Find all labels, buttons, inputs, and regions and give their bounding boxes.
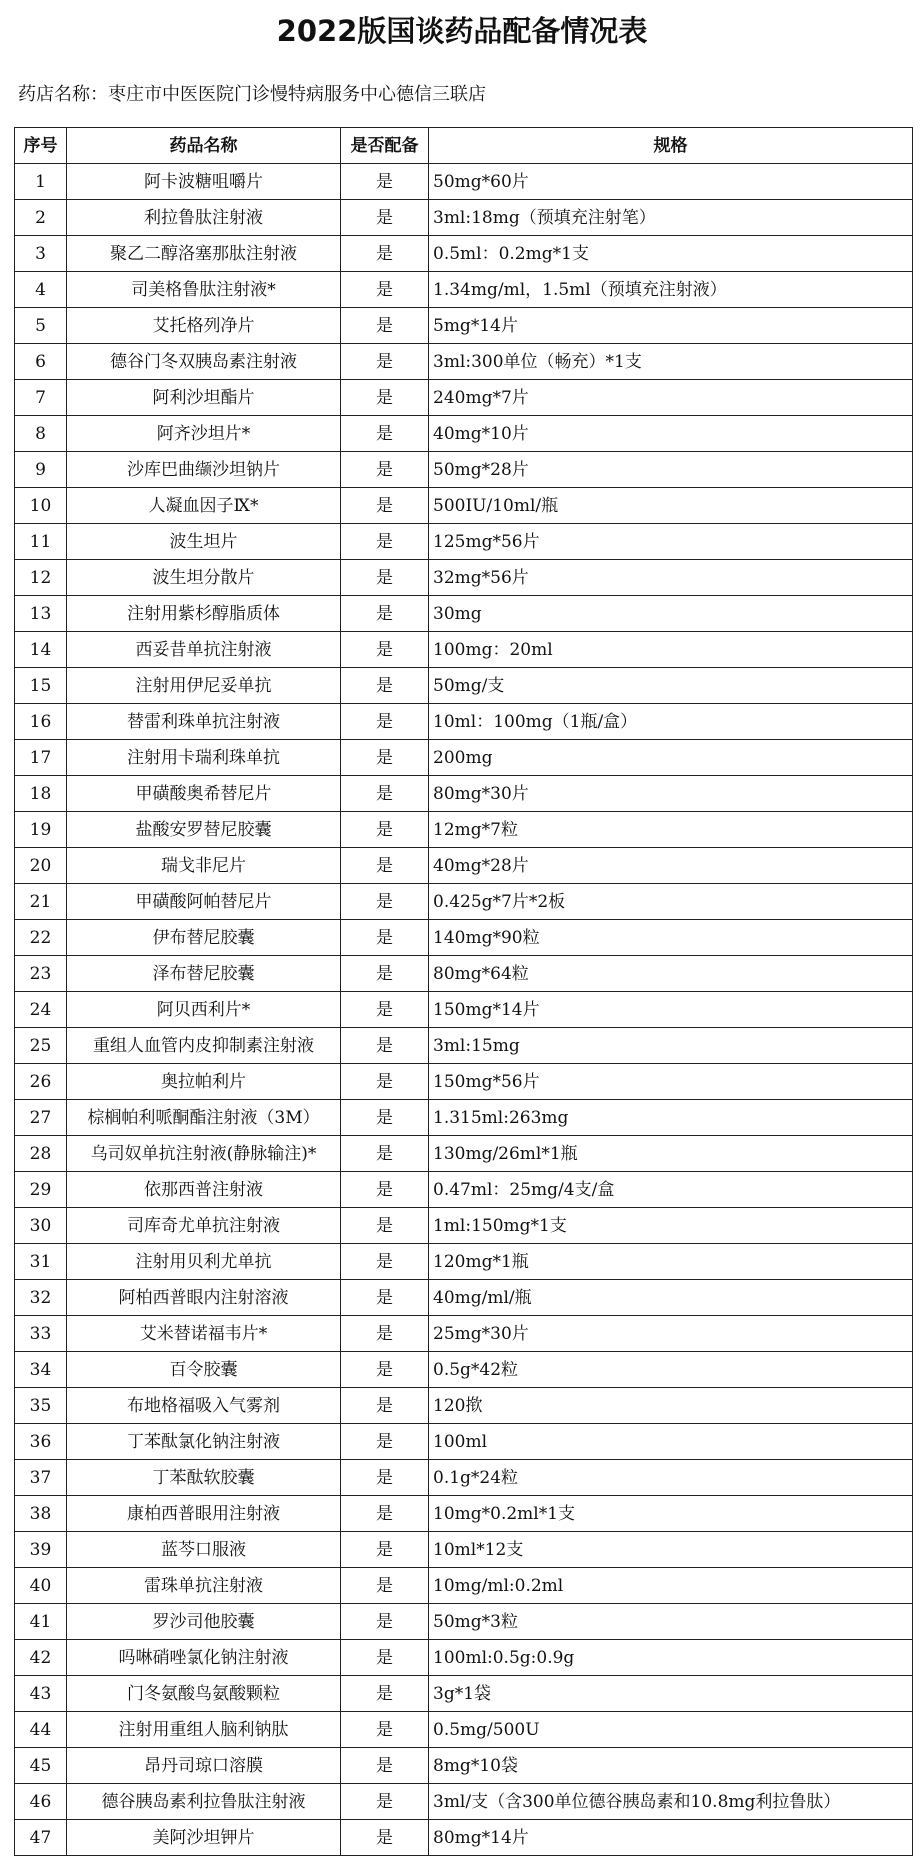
cell-equipped: 是 <box>341 1208 429 1244</box>
cell-spec: 0.5mg/500U <box>429 1712 913 1748</box>
cell-number: 5 <box>15 308 67 344</box>
cell-spec: 150mg*56片 <box>429 1064 913 1100</box>
cell-equipped: 是 <box>341 344 429 380</box>
table-row <box>15 1640 913 1676</box>
cell-number: 29 <box>15 1172 67 1208</box>
table-row <box>15 1424 913 1460</box>
cell-spec: 1ml:150mg*1支 <box>429 1208 913 1244</box>
cell-drug-name: 美阿沙坦钾片 <box>67 1820 341 1856</box>
cell-equipped: 是 <box>341 740 429 776</box>
cell-drug-name: 沙库巴曲缬沙坦钠片 <box>67 452 341 488</box>
cell-spec: 80mg*64粒 <box>429 956 913 992</box>
table-row <box>15 1820 913 1856</box>
table-row <box>15 524 913 560</box>
cell-drug-name: 阿利沙坦酯片 <box>67 380 341 416</box>
table-row <box>15 884 913 920</box>
cell-spec: 32mg*56片 <box>429 560 913 596</box>
cell-drug-name: 棕榈帕利哌酮酯注射液（3M） <box>67 1100 341 1136</box>
cell-drug-name: 甲磺酸阿帕替尼片 <box>67 884 341 920</box>
cell-number: 17 <box>15 740 67 776</box>
cell-spec: 0.425g*7片*2板 <box>429 884 913 920</box>
cell-number: 36 <box>15 1424 67 1460</box>
cell-spec: 1.315ml:263mg <box>429 1100 913 1136</box>
table-row <box>15 1460 913 1496</box>
cell-number: 33 <box>15 1316 67 1352</box>
table-row <box>15 344 913 380</box>
cell-number: 32 <box>15 1280 67 1316</box>
table-row <box>15 1136 913 1172</box>
cell-drug-name: 司美格鲁肽注射液* <box>67 272 341 308</box>
cell-drug-name: 注射用伊尼妥单抗 <box>67 668 341 704</box>
table-row <box>15 1100 913 1136</box>
cell-number: 12 <box>15 560 67 596</box>
table-row <box>15 560 913 596</box>
table-row <box>15 1352 913 1388</box>
cell-number: 3 <box>15 236 67 272</box>
cell-spec: 200mg <box>429 740 913 776</box>
cell-number: 41 <box>15 1604 67 1640</box>
cell-spec: 100ml <box>429 1424 913 1460</box>
table-row <box>15 1568 913 1604</box>
store-name: 药店名称：枣庄市中医医院门诊慢特病服务中心德信三联店 <box>18 84 486 105</box>
cell-spec: 40mg/ml/瓶 <box>429 1280 913 1316</box>
cell-drug-name: 注射用紫杉醇脂质体 <box>67 596 341 632</box>
cell-equipped: 是 <box>341 1280 429 1316</box>
cell-spec: 240mg*7片 <box>429 380 913 416</box>
cell-spec: 30mg <box>429 596 913 632</box>
cell-drug-name: 波生坦分散片 <box>67 560 341 596</box>
table-row <box>15 596 913 632</box>
cell-equipped: 是 <box>341 524 429 560</box>
table-row <box>15 920 913 956</box>
cell-equipped: 是 <box>341 308 429 344</box>
header-spec: 规格 <box>429 128 913 164</box>
cell-number: 20 <box>15 848 67 884</box>
cell-drug-name: 乌司奴单抗注射液(静脉输注)* <box>67 1136 341 1172</box>
cell-equipped: 是 <box>341 1424 429 1460</box>
cell-number: 7 <box>15 380 67 416</box>
table-row <box>15 1388 913 1424</box>
cell-drug-name: 阿齐沙坦片* <box>67 416 341 452</box>
cell-number: 39 <box>15 1532 67 1568</box>
table-row <box>15 632 913 668</box>
cell-drug-name: 布地格福吸入气雾剂 <box>67 1388 341 1424</box>
table-row <box>15 1604 913 1640</box>
cell-spec: 40mg*10片 <box>429 416 913 452</box>
cell-drug-name: 西妥昔单抗注射液 <box>67 632 341 668</box>
cell-spec: 10ml*12支 <box>429 1532 913 1568</box>
cell-drug-name: 门冬氨酸鸟氨酸颗粒 <box>67 1676 341 1712</box>
cell-number: 8 <box>15 416 67 452</box>
cell-number: 14 <box>15 632 67 668</box>
cell-equipped: 是 <box>341 884 429 920</box>
cell-spec: 50mg*60片 <box>429 164 913 200</box>
cell-spec: 500IU/10ml/瓶 <box>429 488 913 524</box>
table-row <box>15 380 913 416</box>
cell-equipped: 是 <box>341 596 429 632</box>
cell-spec: 0.47ml：25mg/4支/盒 <box>429 1172 913 1208</box>
cell-spec: 100mg：20ml <box>429 632 913 668</box>
table-row <box>15 272 913 308</box>
table-row <box>15 1064 913 1100</box>
cell-number: 13 <box>15 596 67 632</box>
table-body <box>15 164 913 1856</box>
cell-drug-name: 百令胶囊 <box>67 1352 341 1388</box>
cell-drug-name: 依那西普注射液 <box>67 1172 341 1208</box>
table-row <box>15 452 913 488</box>
cell-equipped: 是 <box>341 488 429 524</box>
cell-drug-name: 注射用贝利尤单抗 <box>67 1244 341 1280</box>
cell-number: 18 <box>15 776 67 812</box>
cell-equipped: 是 <box>341 668 429 704</box>
table-row <box>15 704 913 740</box>
cell-spec: 3ml:300单位（畅充）*1支 <box>429 344 913 380</box>
cell-equipped: 是 <box>341 1712 429 1748</box>
cell-number: 15 <box>15 668 67 704</box>
cell-drug-name: 康柏西普眼用注射液 <box>67 1496 341 1532</box>
cell-number: 47 <box>15 1820 67 1856</box>
cell-equipped: 是 <box>341 1388 429 1424</box>
cell-number: 16 <box>15 704 67 740</box>
cell-number: 6 <box>15 344 67 380</box>
table-row <box>15 1244 913 1280</box>
cell-equipped: 是 <box>341 1496 429 1532</box>
cell-number: 37 <box>15 1460 67 1496</box>
cell-equipped: 是 <box>341 1028 429 1064</box>
cell-spec: 140mg*90粒 <box>429 920 913 956</box>
cell-number: 38 <box>15 1496 67 1532</box>
cell-drug-name: 甲磺酸奥希替尼片 <box>67 776 341 812</box>
table-row <box>15 776 913 812</box>
table-row <box>15 1172 913 1208</box>
table-row <box>15 488 913 524</box>
cell-spec: 10ml：100mg（1瓶/盒） <box>429 704 913 740</box>
cell-drug-name: 注射用重组人脑利钠肽 <box>67 1712 341 1748</box>
cell-number: 25 <box>15 1028 67 1064</box>
cell-equipped: 是 <box>341 920 429 956</box>
drug-table <box>14 127 913 1856</box>
cell-equipped: 是 <box>341 416 429 452</box>
table-row <box>15 848 913 884</box>
cell-number: 31 <box>15 1244 67 1280</box>
cell-number: 34 <box>15 1352 67 1388</box>
cell-spec: 3ml/支（含300单位德谷胰岛素和10.8mg利拉鲁肽） <box>429 1784 913 1820</box>
cell-equipped: 是 <box>341 1676 429 1712</box>
table-row <box>15 1496 913 1532</box>
cell-equipped: 是 <box>341 1100 429 1136</box>
cell-equipped: 是 <box>341 992 429 1028</box>
cell-drug-name: 重组人血管内皮抑制素注射液 <box>67 1028 341 1064</box>
cell-equipped: 是 <box>341 632 429 668</box>
cell-drug-name: 阿卡波糖咀嚼片 <box>67 164 341 200</box>
cell-spec: 50mg*28片 <box>429 452 913 488</box>
table-row <box>15 1316 913 1352</box>
cell-equipped: 是 <box>341 704 429 740</box>
cell-number: 30 <box>15 1208 67 1244</box>
cell-number: 2 <box>15 200 67 236</box>
cell-equipped: 是 <box>341 452 429 488</box>
table-row <box>15 1784 913 1820</box>
table-row <box>15 164 913 200</box>
cell-drug-name: 蓝芩口服液 <box>67 1532 341 1568</box>
header-drug-name: 药品名称 <box>67 128 341 164</box>
cell-equipped: 是 <box>341 1064 429 1100</box>
cell-number: 26 <box>15 1064 67 1100</box>
cell-drug-name: 瑞戈非尼片 <box>67 848 341 884</box>
cell-drug-name: 司库奇尤单抗注射液 <box>67 1208 341 1244</box>
cell-drug-name: 泽布替尼胶囊 <box>67 956 341 992</box>
cell-number: 22 <box>15 920 67 956</box>
cell-equipped: 是 <box>341 380 429 416</box>
cell-spec: 3ml:18mg（预填充注射笔） <box>429 200 913 236</box>
cell-number: 4 <box>15 272 67 308</box>
cell-number: 45 <box>15 1748 67 1784</box>
cell-drug-name: 阿柏西普眼内注射溶液 <box>67 1280 341 1316</box>
cell-drug-name: 德谷胰岛素利拉鲁肽注射液 <box>67 1784 341 1820</box>
cell-equipped: 是 <box>341 1136 429 1172</box>
table-row <box>15 812 913 848</box>
cell-spec: 10mg*0.2ml*1支 <box>429 1496 913 1532</box>
cell-drug-name: 盐酸安罗替尼胶囊 <box>67 812 341 848</box>
cell-equipped: 是 <box>341 956 429 992</box>
cell-equipped: 是 <box>341 1172 429 1208</box>
cell-equipped: 是 <box>341 1748 429 1784</box>
cell-spec: 12mg*7粒 <box>429 812 913 848</box>
cell-equipped: 是 <box>341 1784 429 1820</box>
cell-number: 40 <box>15 1568 67 1604</box>
cell-drug-name: 丁苯酞软胶囊 <box>67 1460 341 1496</box>
cell-equipped: 是 <box>341 164 429 200</box>
cell-spec: 50mg/支 <box>429 668 913 704</box>
cell-spec: 130mg/26ml*1瓶 <box>429 1136 913 1172</box>
cell-drug-name: 罗沙司他胶囊 <box>67 1604 341 1640</box>
cell-equipped: 是 <box>341 1820 429 1856</box>
cell-drug-name: 德谷门冬双胰岛素注射液 <box>67 344 341 380</box>
cell-equipped: 是 <box>341 236 429 272</box>
cell-spec: 25mg*30片 <box>429 1316 913 1352</box>
table-row <box>15 1280 913 1316</box>
table-row <box>15 1676 913 1712</box>
table-row <box>15 668 913 704</box>
cell-drug-name: 人凝血因子Ⅸ* <box>67 488 341 524</box>
cell-number: 43 <box>15 1676 67 1712</box>
cell-drug-name: 艾托格列净片 <box>67 308 341 344</box>
cell-spec: 80mg*30片 <box>429 776 913 812</box>
cell-spec: 120揿 <box>429 1388 913 1424</box>
cell-equipped: 是 <box>341 1568 429 1604</box>
cell-spec: 3ml:15mg <box>429 1028 913 1064</box>
cell-drug-name: 聚乙二醇洛塞那肽注射液 <box>67 236 341 272</box>
cell-number: 24 <box>15 992 67 1028</box>
cell-number: 19 <box>15 812 67 848</box>
cell-spec: 5mg*14片 <box>429 308 913 344</box>
table-row <box>15 1748 913 1784</box>
table-row <box>15 416 913 452</box>
cell-number: 11 <box>15 524 67 560</box>
cell-drug-name: 波生坦片 <box>67 524 341 560</box>
table-row <box>15 992 913 1028</box>
table-row <box>15 236 913 272</box>
cell-drug-name: 雷珠单抗注射液 <box>67 1568 341 1604</box>
cell-number: 46 <box>15 1784 67 1820</box>
cell-drug-name: 丁苯酞氯化钠注射液 <box>67 1424 341 1460</box>
table-row <box>15 1712 913 1748</box>
cell-spec: 50mg*3粒 <box>429 1604 913 1640</box>
cell-equipped: 是 <box>341 1532 429 1568</box>
cell-number: 10 <box>15 488 67 524</box>
cell-drug-name: 利拉鲁肽注射液 <box>67 200 341 236</box>
cell-spec: 100ml:0.5g:0.9g <box>429 1640 913 1676</box>
cell-number: 27 <box>15 1100 67 1136</box>
cell-drug-name: 吗啉硝唑氯化钠注射液 <box>67 1640 341 1676</box>
page-title: 2022版国谈药品配备情况表 <box>276 14 648 48</box>
cell-equipped: 是 <box>341 812 429 848</box>
header-equipped: 是否配备 <box>341 128 429 164</box>
cell-spec: 150mg*14片 <box>429 992 913 1028</box>
cell-spec: 0.1g*24粒 <box>429 1460 913 1496</box>
cell-number: 9 <box>15 452 67 488</box>
cell-spec: 1.34mg/ml，1.5ml（预填充注射液） <box>429 272 913 308</box>
cell-drug-name: 伊布替尼胶囊 <box>67 920 341 956</box>
cell-equipped: 是 <box>341 1352 429 1388</box>
cell-equipped: 是 <box>341 1244 429 1280</box>
cell-number: 35 <box>15 1388 67 1424</box>
cell-drug-name: 替雷利珠单抗注射液 <box>67 704 341 740</box>
cell-equipped: 是 <box>341 272 429 308</box>
table-row <box>15 740 913 776</box>
cell-equipped: 是 <box>341 560 429 596</box>
cell-equipped: 是 <box>341 848 429 884</box>
cell-number: 23 <box>15 956 67 992</box>
table-row <box>15 1028 913 1064</box>
cell-spec: 40mg*28片 <box>429 848 913 884</box>
cell-number: 1 <box>15 164 67 200</box>
cell-number: 44 <box>15 1712 67 1748</box>
cell-number: 42 <box>15 1640 67 1676</box>
table-row <box>15 1532 913 1568</box>
table-header-row <box>15 128 913 164</box>
table-row <box>15 200 913 236</box>
cell-drug-name: 艾米替诺福韦片* <box>67 1316 341 1352</box>
cell-drug-name: 阿贝西利片* <box>67 992 341 1028</box>
cell-equipped: 是 <box>341 1316 429 1352</box>
cell-drug-name: 奥拉帕利片 <box>67 1064 341 1100</box>
cell-spec: 10mg/ml:0.2ml <box>429 1568 913 1604</box>
cell-spec: 0.5g*42粒 <box>429 1352 913 1388</box>
cell-equipped: 是 <box>341 200 429 236</box>
cell-number: 28 <box>15 1136 67 1172</box>
cell-spec: 8mg*10袋 <box>429 1748 913 1784</box>
cell-equipped: 是 <box>341 1460 429 1496</box>
table-row <box>15 956 913 992</box>
table-row <box>15 1208 913 1244</box>
cell-spec: 0.5ml：0.2mg*1支 <box>429 236 913 272</box>
cell-equipped: 是 <box>341 1640 429 1676</box>
cell-drug-name: 注射用卡瑞利珠单抗 <box>67 740 341 776</box>
cell-drug-name: 昂丹司琼口溶膜 <box>67 1748 341 1784</box>
cell-spec: 120mg*1瓶 <box>429 1244 913 1280</box>
header-number: 序号 <box>15 128 67 164</box>
cell-spec: 125mg*56片 <box>429 524 913 560</box>
cell-number: 21 <box>15 884 67 920</box>
cell-equipped: 是 <box>341 1604 429 1640</box>
cell-spec: 80mg*14片 <box>429 1820 913 1856</box>
cell-spec: 3g*1袋 <box>429 1676 913 1712</box>
table-row <box>15 308 913 344</box>
cell-equipped: 是 <box>341 776 429 812</box>
